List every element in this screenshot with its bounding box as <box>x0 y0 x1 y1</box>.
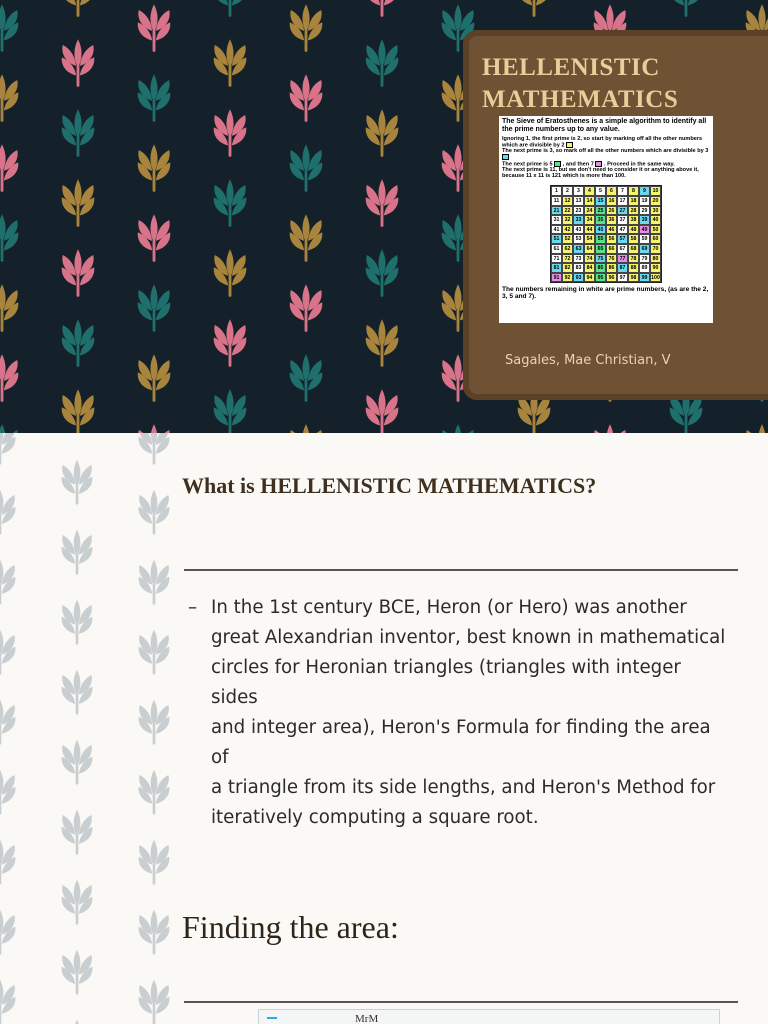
leaf-icon <box>290 284 323 332</box>
leaf-icon <box>0 214 18 261</box>
leaf-icon <box>214 319 247 367</box>
bullet-item <box>188 593 728 833</box>
sieve-cell: 69 <box>639 244 650 254</box>
sieve-cell: 64 <box>584 244 595 254</box>
sieve-cell: 66 <box>606 244 617 254</box>
sieve-cell: 24 <box>584 206 595 216</box>
sieve-cell: 62 <box>562 244 573 254</box>
sieve-cell: 71 <box>551 254 562 264</box>
content-slide <box>0 433 768 1024</box>
leaf-icon <box>62 1020 93 1024</box>
leaf-icon <box>290 4 323 52</box>
leaf-icon <box>290 354 323 402</box>
title-card <box>463 30 768 400</box>
subheading: Finding the area: <box>182 909 399 945</box>
leaf-icon <box>62 0 95 17</box>
leaf-icon <box>62 670 93 715</box>
sieve-cell: 47 <box>617 225 628 235</box>
sieve-cell: 45 <box>595 225 606 235</box>
leaf-icon <box>62 810 93 855</box>
sieve-cell: 31 <box>551 215 562 225</box>
leaf-icon <box>518 0 551 17</box>
sieve-cell: 21 <box>551 206 562 216</box>
sieve-cell: 15 <box>595 196 606 206</box>
leaf-icon <box>138 354 171 402</box>
sieve-cell: 68 <box>628 244 639 254</box>
sieve-cell: 60 <box>650 234 661 244</box>
bullet-line: a triangle from its side lengths, and Heron's Method for <box>211 777 716 798</box>
sieve-cell: 44 <box>584 225 595 235</box>
sieve-cell: 75 <box>595 254 606 264</box>
leaf-icon <box>0 490 15 535</box>
sieve-cell: 10 <box>650 186 661 196</box>
sieve-cell: 87 <box>617 263 628 273</box>
leaf-icon <box>62 179 95 227</box>
sieve-cell: 63 <box>573 244 584 254</box>
sieve-cell: 97 <box>617 273 628 283</box>
leaf-icon <box>0 74 18 122</box>
sieve-cell: 91 <box>551 273 562 283</box>
bullet-line: iteratively computing a square root. <box>211 807 539 828</box>
bullet-line: In the 1st century BCE, Heron (or Hero) was another <box>211 597 687 618</box>
leaf-icon <box>139 700 170 745</box>
leaf-icon <box>0 433 15 465</box>
leaf-icon <box>0 980 15 1024</box>
sieve-footer: The numbers remaining in white are prime numbers, (as are the 2, 3, 5 and 7). <box>502 286 709 301</box>
bullet-line: circles for Heronian triangles (triangles with integer sides <box>211 657 681 708</box>
slide-title: HELLENISTIC MATHEMATICS <box>482 54 679 113</box>
sieve-cell: 52 <box>562 234 573 244</box>
sieve-cell: 39 <box>639 215 650 225</box>
leaf-icon <box>139 490 170 535</box>
formula-image <box>258 1009 720 1024</box>
leaf-icon <box>290 144 323 192</box>
sieve-cell: 46 <box>606 225 617 235</box>
sieve-cell: 43 <box>573 225 584 235</box>
leaf-icon <box>290 424 323 433</box>
leaf-icon <box>0 4 18 52</box>
leaf-icon <box>214 179 247 227</box>
sieve-cell: 26 <box>606 206 617 216</box>
sieve-cell: 80 <box>650 254 661 264</box>
leaf-icon <box>62 950 93 995</box>
leaf-icon <box>214 249 247 296</box>
leaf-pattern-sidebar <box>0 433 180 1024</box>
leaf-icon <box>290 214 323 261</box>
bullet-line: great Alexandrian inventor, best known in mathematical <box>211 627 726 648</box>
leaf-icon <box>62 249 95 296</box>
leaf-icon <box>0 560 15 605</box>
divider-line <box>184 569 738 571</box>
leaf-icon <box>366 109 399 157</box>
sieve-cell: 48 <box>628 225 639 235</box>
leaf-icon <box>138 214 171 261</box>
leaf-icon <box>138 424 171 433</box>
bullet-dash: – <box>188 597 198 618</box>
sieve-cell: 40 <box>650 215 661 225</box>
leaf-icon <box>0 284 18 332</box>
leaf-icon <box>62 39 95 87</box>
sieve-cell: 56 <box>606 234 617 244</box>
leaf-icon <box>214 0 247 17</box>
sieve-cell: 99 <box>639 273 650 283</box>
sieve-cell: 36 <box>606 215 617 225</box>
green-swatch <box>554 161 561 167</box>
sieve-cell: 7 <box>617 186 628 196</box>
leaf-icon <box>62 460 93 505</box>
sieve-cell: 41 <box>551 225 562 235</box>
sieve-cell: 59 <box>639 234 650 244</box>
leaf-icon <box>138 284 171 332</box>
leaf-icon <box>0 424 18 433</box>
sieve-cell: 95 <box>595 273 606 283</box>
sieve-cell: 67 <box>617 244 628 254</box>
sieve-cell: 72 <box>562 254 573 264</box>
sieve-cell: 19 <box>639 196 650 206</box>
leaf-icon <box>138 74 171 122</box>
sieve-cell: 76 <box>606 254 617 264</box>
sieve-cell: 25 <box>595 206 606 216</box>
sieve-cell: 38 <box>628 215 639 225</box>
leaf-icon <box>366 389 399 433</box>
sieve-cell: 23 <box>573 206 584 216</box>
sieve-cell: 61 <box>551 244 562 254</box>
leaf-icon <box>62 109 95 157</box>
leaf-icon <box>366 319 399 367</box>
leaf-icon <box>0 770 15 815</box>
leaf-icon <box>746 424 768 433</box>
sieve-cell: 88 <box>628 263 639 273</box>
leaf-icon <box>62 530 93 575</box>
sieve-cell: 57 <box>617 234 628 244</box>
sieve-cell: 92 <box>562 273 573 283</box>
sieve-cell: 94 <box>584 273 595 283</box>
blue-swatch <box>502 154 509 160</box>
leaf-icon <box>0 700 15 745</box>
leaf-icon <box>366 39 399 87</box>
sieve-steps: Ignoring 1, the first prime is 2, so start by marking off all the other numbers which are divisible by 2 The next prime is 3, so mark off all the other numbers which are divisible by 3 The next prime is 5 , and then 7 . Proceed in the same way. The next prime is 11, but we don't need to consider it or anything above it, because 11 x 11 is 121 which is more than 100. <box>502 136 709 180</box>
sieve-cell: 90 <box>650 263 661 273</box>
leaf-icon <box>0 144 18 192</box>
sieve-cell: 22 <box>562 206 573 216</box>
sieve-cell: 14 <box>584 196 595 206</box>
sieve-cell: 17 <box>617 196 628 206</box>
sieve-cell: 6 <box>606 186 617 196</box>
leaf-icon <box>594 424 627 433</box>
sieve-cell: 78 <box>628 254 639 264</box>
sieve-cell: 28 <box>628 206 639 216</box>
section-heading: What is HELLENISTIC MATHEMATICS? <box>182 473 597 498</box>
sieve-cell: 32 <box>562 215 573 225</box>
leaf-icon <box>0 630 15 675</box>
leaf-icon <box>290 74 323 122</box>
author-name: Sagales, Mae Christian, V <box>505 353 671 368</box>
leaf-icon <box>214 109 247 157</box>
sieve-cell: 50 <box>650 225 661 235</box>
sieve-cell: 20 <box>650 196 661 206</box>
leaf-icon <box>0 354 18 402</box>
leaf-icon <box>138 4 171 52</box>
sieve-cell: 79 <box>639 254 650 264</box>
leaf-icon <box>139 770 170 815</box>
sieve-cell: 86 <box>606 263 617 273</box>
leaf-icon <box>366 249 399 296</box>
sieve-cell: 1 <box>551 186 562 196</box>
sieve-cell: 96 <box>606 273 617 283</box>
leaf-icon <box>139 980 170 1024</box>
leaf-icon <box>670 0 703 17</box>
divider-line <box>184 1001 738 1003</box>
sieve-cell: 98 <box>628 273 639 283</box>
sieve-cell: 18 <box>628 196 639 206</box>
sieve-cell: 74 <box>584 254 595 264</box>
sieve-cell: 42 <box>562 225 573 235</box>
leaf-icon <box>0 840 15 885</box>
sieve-cell: 35 <box>595 215 606 225</box>
leaf-icon <box>62 740 93 785</box>
sieve-cell: 8 <box>628 186 639 196</box>
leaf-icon <box>442 424 475 433</box>
leaf-icon <box>139 630 170 675</box>
sieve-cell: 54 <box>584 234 595 244</box>
sieve-cell: 65 <box>595 244 606 254</box>
sieve-cell: 3 <box>573 186 584 196</box>
sieve-cell: 51 <box>551 234 562 244</box>
sieve-cell: 13 <box>573 196 584 206</box>
sieve-number-grid <box>550 185 662 283</box>
leaf-icon <box>0 910 15 955</box>
sieve-cell: 83 <box>573 263 584 273</box>
sieve-cell: 37 <box>617 215 628 225</box>
leaf-icon <box>138 144 171 192</box>
sieve-cell: 81 <box>551 263 562 273</box>
sieve-cell: 12 <box>562 196 573 206</box>
leaf-icon <box>214 389 247 433</box>
leaf-icon <box>62 319 95 367</box>
sieve-cell: 30 <box>650 206 661 216</box>
sieve-cell: 58 <box>628 234 639 244</box>
sieve-cell: 4 <box>584 186 595 196</box>
sieve-cell: 73 <box>573 254 584 264</box>
sieve-of-eratosthenes-image <box>499 116 713 323</box>
sieve-cell: 11 <box>551 196 562 206</box>
sieve-cell: 70 <box>650 244 661 254</box>
pink-swatch <box>595 161 602 167</box>
leaf-icon <box>139 433 170 465</box>
leaf-icon <box>139 560 170 605</box>
sieve-cell: 53 <box>573 234 584 244</box>
sieve-cell: 9 <box>639 186 650 196</box>
sieve-cell: 34 <box>584 215 595 225</box>
sieve-cell: 85 <box>595 263 606 273</box>
sieve-cell: 5 <box>595 186 606 196</box>
leaf-icon <box>366 0 399 17</box>
leaf-icon <box>62 880 93 925</box>
sieve-cell: 77 <box>617 254 628 264</box>
sieve-cell: 93 <box>573 273 584 283</box>
yellow-swatch <box>566 142 573 148</box>
leaf-icon <box>139 840 170 885</box>
sieve-cell: 33 <box>573 215 584 225</box>
sieve-cell: 89 <box>639 263 650 273</box>
sieve-cell: 16 <box>606 196 617 206</box>
logo-text: MrM <box>355 1013 379 1024</box>
leaf-icon <box>62 389 95 433</box>
title-slide <box>0 0 768 433</box>
sieve-cell: 82 <box>562 263 573 273</box>
bullet-line: and integer area), Heron's Formula for finding the area of <box>211 717 711 768</box>
accent-mark-icon <box>267 1017 277 1023</box>
leaf-icon <box>214 39 247 87</box>
leaf-icon <box>62 600 93 645</box>
leaf-icon <box>366 179 399 227</box>
sieve-cell: 84 <box>584 263 595 273</box>
sieve-cell: 55 <box>595 234 606 244</box>
sieve-cell: 29 <box>639 206 650 216</box>
sieve-intro: The Sieve of Eratosthenes is a simple algorithm to identify all the prime numbers up to any value. <box>502 118 707 133</box>
sieve-cell: 100 <box>651 274 660 281</box>
leaf-icon <box>139 910 170 955</box>
sieve-cell: 27 <box>617 206 628 216</box>
sieve-cell: 2 <box>562 186 573 196</box>
sieve-cell: 49 <box>639 225 650 235</box>
